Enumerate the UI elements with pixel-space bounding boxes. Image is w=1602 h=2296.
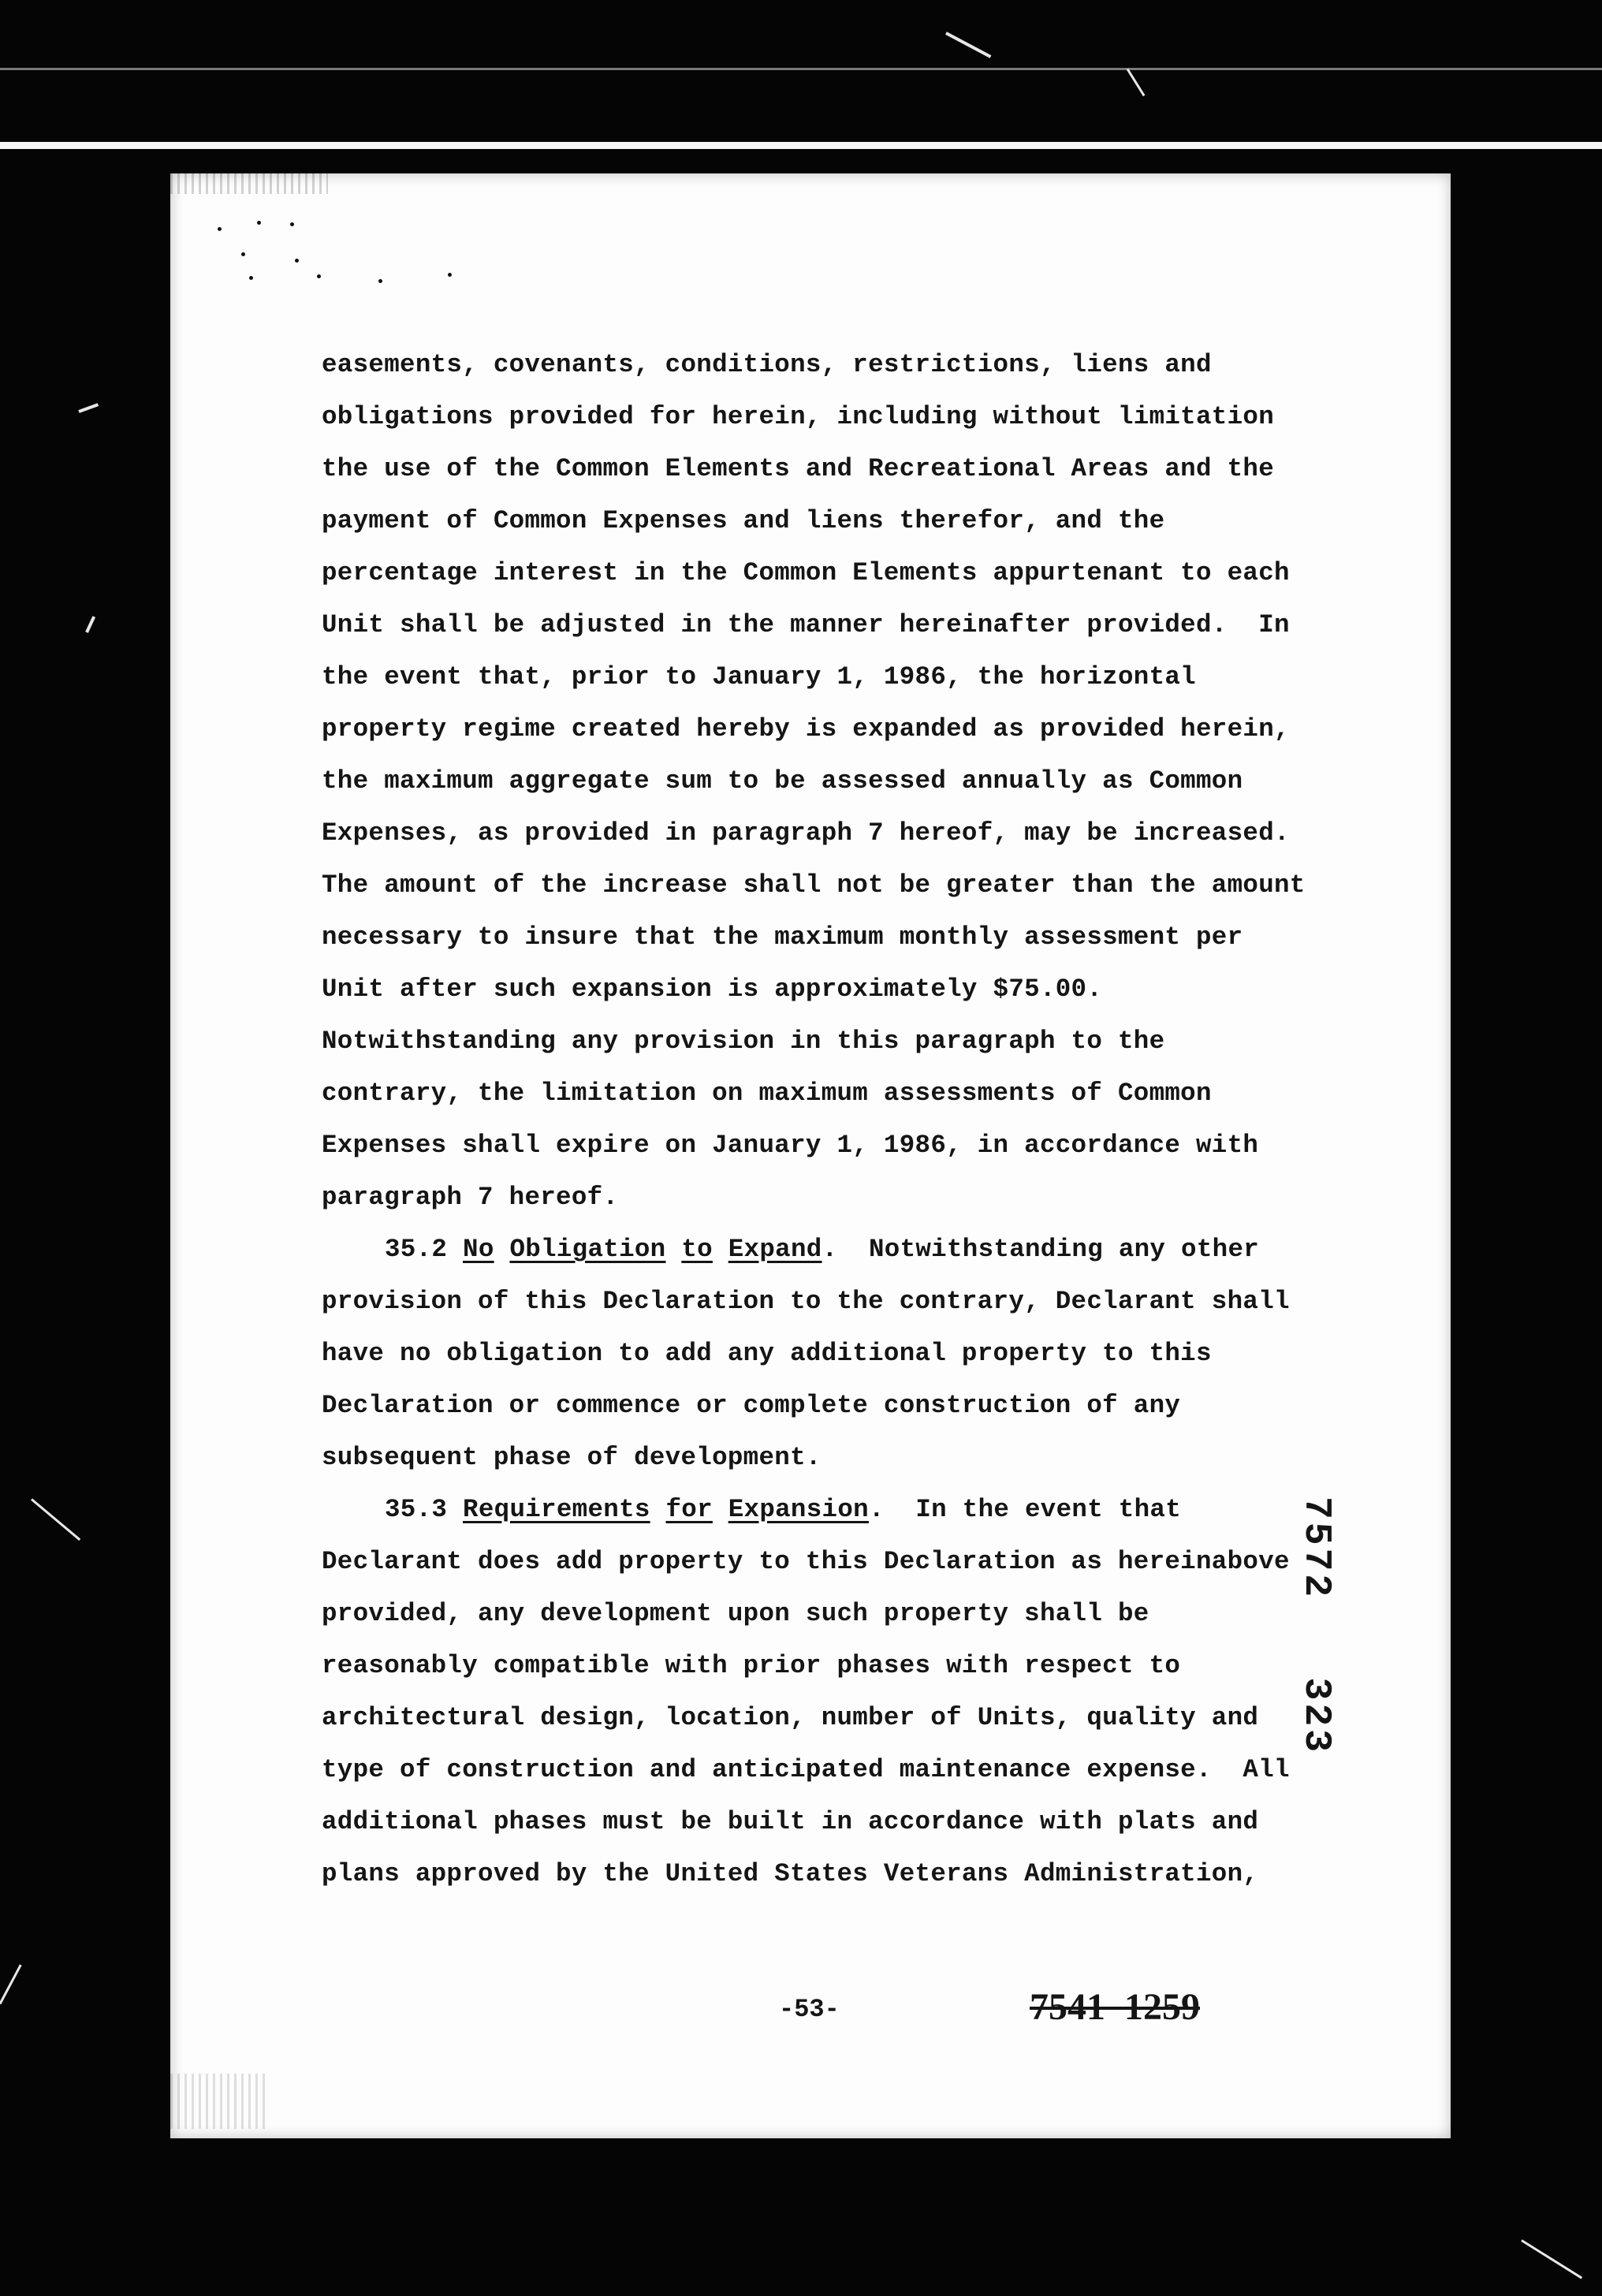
section-text: . Notwithstanding any other (821, 1235, 1260, 1264)
scan-speck (295, 259, 299, 263)
section-heading-word: for (665, 1495, 713, 1524)
section-heading-word: to (681, 1235, 713, 1264)
text-line: type of construction and anticipated maintenance expense. All (322, 1755, 1290, 1784)
section-number: 35.2 (385, 1235, 448, 1264)
text-line: Declaration or commence or complete construction of any (322, 1391, 1181, 1420)
text-line: the event that, prior to January 1, 1986, the horizontal (322, 662, 1196, 691)
text-line: The amount of the increase shall not be greater than the amount (322, 870, 1306, 900)
struck-recording-number: 7541 1259 (1030, 1986, 1200, 2028)
text-line: the use of the Common Elements and Recreational Areas and the (322, 454, 1274, 483)
scan-speck (241, 252, 245, 256)
section-35-2-heading-line (322, 1224, 1339, 1276)
text-line: architectural design, location, number of Units, quality and (322, 1703, 1259, 1732)
text-line: provided, any development upon such property shall be (322, 1599, 1149, 1628)
text-line: additional phases must be built in accordance with plats and (322, 1807, 1259, 1836)
scan-scratch (31, 1498, 80, 1541)
scan-speck (448, 273, 452, 277)
text-line: subsequent phase of development. (322, 1443, 821, 1472)
scan-edge-line (0, 142, 1602, 149)
scan-edge-line (0, 68, 1602, 70)
scan-speck (249, 276, 253, 280)
page-number: -53- (779, 1995, 840, 2024)
text-line: have no obligation to add any additional property to this (322, 1339, 1212, 1368)
text-line: Expenses shall expire on January 1, 1986, in accordance with (322, 1131, 1259, 1160)
text-line: contrary, the limitation on maximum assessments of Common (322, 1079, 1212, 1108)
scan-speck (378, 279, 382, 283)
scan-scratch (945, 32, 991, 58)
document-body (322, 339, 1339, 1900)
scan-scratch (78, 403, 99, 413)
text-line: Expenses, as provided in paragraph 7 hereof, may be increased. (322, 818, 1290, 848)
section-text: . In the event that (868, 1495, 1182, 1524)
scan-noise (170, 2074, 265, 2129)
text-line: percentage interest in the Common Elements appurtenant to each (322, 558, 1290, 587)
text-line: Declarant does add property to this Declaration as hereinabove (322, 1547, 1290, 1576)
text-line: obligations provided for herein, including without limitation (322, 402, 1274, 431)
text-line: Notwithstanding any provision in this paragraph to the (322, 1027, 1165, 1056)
scan-scratch (1521, 2239, 1582, 2279)
document-page (170, 173, 1451, 2138)
scan-scratch (1127, 69, 1146, 97)
section-heading-word: Expand (728, 1235, 822, 1264)
section-heading-word: Obligation (509, 1235, 666, 1264)
text-line: payment of Common Expenses and liens therefor, and the (322, 506, 1165, 535)
section-heading-word: No (463, 1235, 494, 1264)
text-line: property regime created hereby is expanded as provided herein, (322, 714, 1290, 744)
text-line: easements, covenants, conditions, restrictions, liens and (322, 350, 1212, 379)
margin-recording-stamp: 7572 323 (1295, 1496, 1337, 1756)
text-line: the maximum aggregate sum to be assessed annually as Common (322, 766, 1243, 796)
scan-speck (218, 227, 222, 231)
scan-scratch (0, 1964, 22, 2004)
section-35-3-heading-line (322, 1484, 1339, 1536)
scan-scratch (85, 616, 95, 633)
section-number: 35.3 (385, 1495, 448, 1524)
text-line: Unit after such expansion is approximately $75.00. (322, 975, 1103, 1004)
section-heading-word: Expansion (728, 1495, 869, 1524)
scan-speck (257, 221, 261, 225)
scan-speck (290, 222, 294, 226)
section-heading-word: Requirements (463, 1495, 650, 1524)
text-line: provision of this Declaration to the contrary, Declarant shall (322, 1287, 1290, 1316)
scan-noise (170, 173, 328, 194)
text-line: reasonably compatible with prior phases with respect to (322, 1651, 1181, 1680)
text-line: plans approved by the United States Veterans Administration, (322, 1859, 1259, 1888)
text-line: Unit shall be adjusted in the manner hereinafter provided. In (322, 610, 1290, 639)
text-line: paragraph 7 hereof. (322, 1183, 619, 1212)
text-line: necessary to insure that the maximum monthly assessment per (322, 922, 1243, 952)
scan-speck (317, 274, 321, 278)
